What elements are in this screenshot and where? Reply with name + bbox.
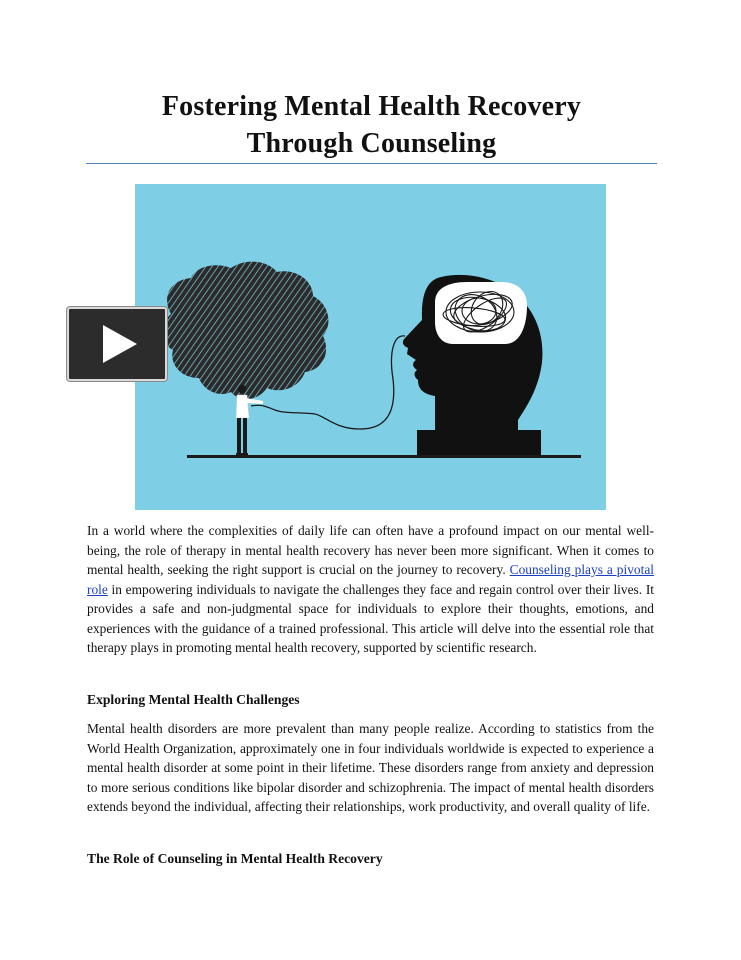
challenges-paragraph: Mental health disorders are more prevalent than many people realize. According to statistics from the World Health Organization, approximately one in four individuals worldwide is expected to experience a mental health disorder at some point in their lifetime. These disorders range from anxiety and depression to more serious conditions like bipolar disorder and schizophrenia. The impact of mental health disorders extends beyond the individual, affecting their relationships, work productivity, and overall quality of life. <box>87 721 654 814</box>
article-illustration <box>135 184 606 510</box>
section-heading-counseling-role: The Role of Counseling in Mental Health Recovery <box>87 851 383 866</box>
title-line-1: Fostering Mental Health Recovery <box>161 91 582 122</box>
brain-window <box>435 282 527 344</box>
play-icon <box>69 309 165 379</box>
play-button[interactable] <box>67 307 167 381</box>
brain-cloud <box>162 262 328 399</box>
counseling-link[interactable]: Counseling plays a pivotal role <box>87 562 654 597</box>
head-brain-illustration <box>135 184 606 510</box>
intro-paragraph <box>87 521 654 658</box>
intro-text-end: in empowering individuals to navigate the challenges they face and regain control over their lives. It provides a safe and non-judgmental space for individuals to explore their thoughts, emotions, and experiences with the guidance of a trained professional. This article will delve into the essential role that therapy plays in promoting mental health recovery, supported by scientific research. <box>87 581 654 655</box>
section-heading-challenges: Exploring Mental Health Challenges <box>87 692 300 707</box>
intro-text-start: In a world where the complexities of daily life can often have a profound impact on our mental well-being, the role of therapy in mental health recovery has never been more significant. When it comes to mental health, seeking the right support is crucial on the journey to recovery. <box>87 523 654 577</box>
page-title <box>86 88 657 162</box>
title-divider <box>86 163 657 164</box>
title-line-2: Through Counseling <box>246 128 497 159</box>
